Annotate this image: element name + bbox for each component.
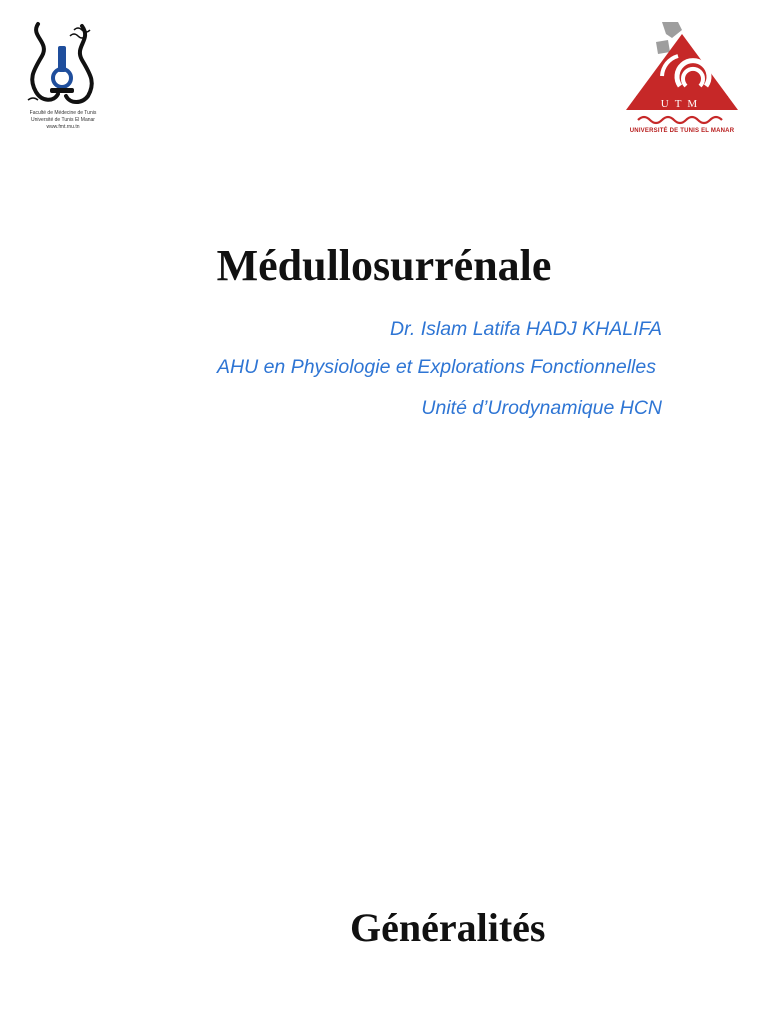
faculty-emblem-icon [20,16,106,112]
utm-logo-caption: UNIVERSITÉ DE TUNIS EL MANAR [629,128,735,134]
faculty-logo [20,16,106,144]
author-name: Dr. Islam Latifa HADJ KHALIFA [390,318,662,340]
utm-logo [622,16,742,140]
author-unit: Unité d’Urodynamique HCN [421,397,662,419]
utm-emblem-icon [622,16,742,128]
faculty-caption-line: Faculté de Médecine de Tunis [29,110,97,116]
document-title: Médullosurrénale [216,241,552,290]
author-position: AHU en Physiologie et Explorations Fonctionnelles [217,356,656,378]
faculty-caption-line: www.fmt.rnu.tn [46,124,80,130]
utm-letters: UTM [660,98,704,110]
faculty-logo-caption [20,110,106,131]
section-heading: Généralités [350,905,546,950]
faculty-caption-line: Université de Tunis El Manar [31,117,95,123]
